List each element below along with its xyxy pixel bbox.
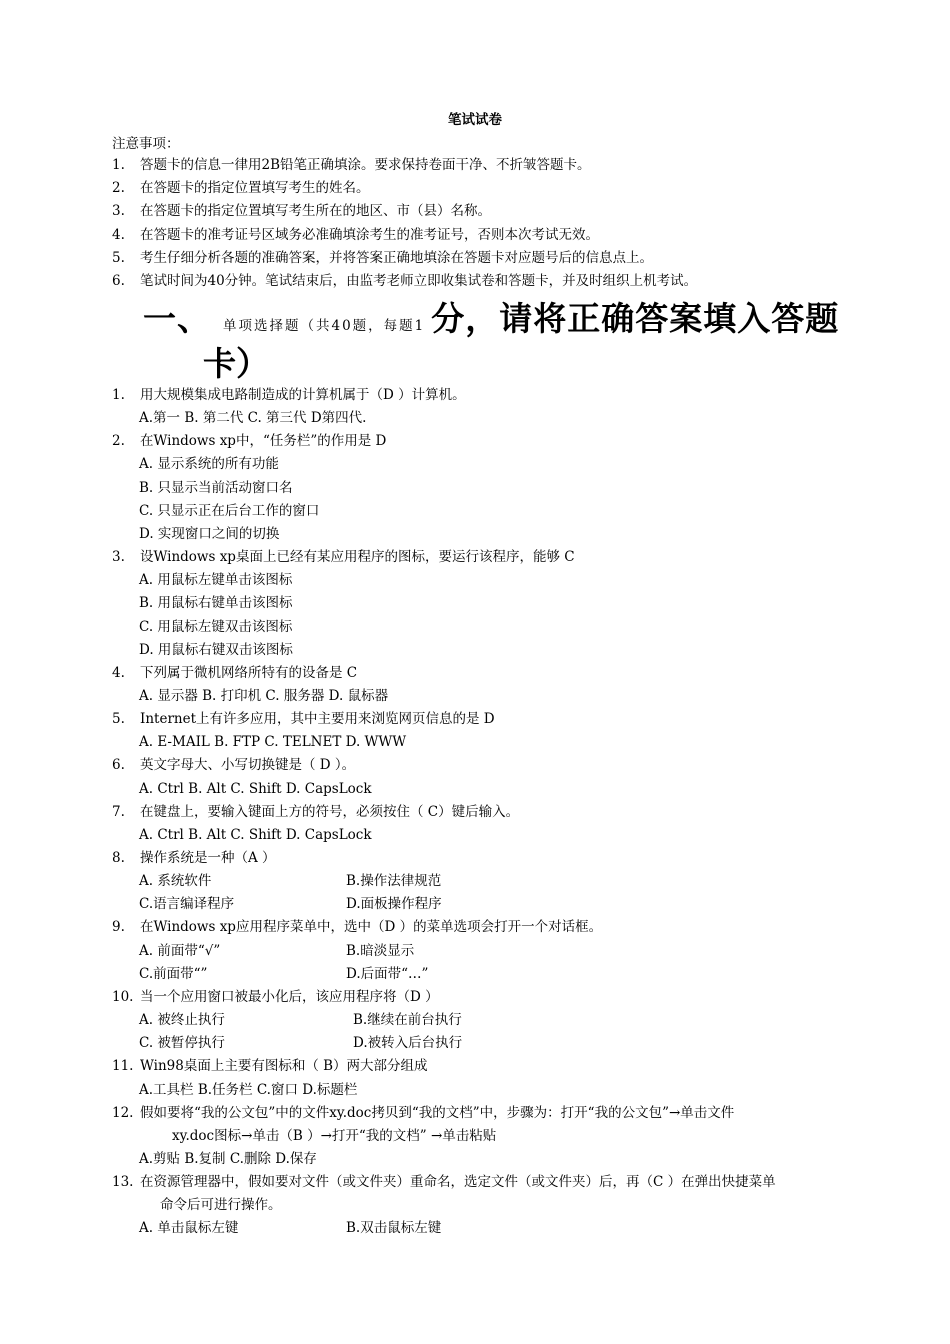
question-text: 在Windows xp应用程序菜单中，选中（D ）的菜单选项会打开一个对话框。 bbox=[140, 919, 603, 936]
question-text: 当一个应用窗口被最小化后，该应用程序将（D ） bbox=[140, 988, 439, 1005]
question-stem bbox=[112, 755, 355, 775]
section-numeral: 一、 bbox=[143, 299, 211, 338]
question-stem bbox=[112, 917, 602, 937]
question-stem bbox=[112, 1103, 734, 1123]
answer-option: A. 显示系统的所有功能 bbox=[139, 456, 279, 473]
question-number: 1. bbox=[112, 387, 125, 403]
question-stem bbox=[112, 1172, 776, 1192]
section-heading-continuation: 卡） bbox=[203, 344, 269, 383]
answer-option: A. 用鼠标左键单击该图标 bbox=[139, 572, 293, 589]
notice-item-number: 1. bbox=[112, 157, 125, 173]
answer-option: A. E-MAIL B. FTP C. TELNET D. WWW bbox=[139, 734, 407, 751]
question-number: 5. bbox=[112, 711, 125, 728]
notice-item bbox=[112, 178, 370, 198]
notice-item bbox=[112, 201, 491, 221]
question-text: 操作系统是一种（A ） bbox=[140, 850, 276, 866]
question-number: 8. bbox=[112, 850, 125, 866]
answer-option: C.语言编译程序 bbox=[139, 896, 235, 913]
answer-option: A. 被终止执行 bbox=[139, 1012, 225, 1029]
answer-option: A. 单击鼠标左键 bbox=[139, 1220, 239, 1237]
question-number: 13. bbox=[112, 1174, 134, 1191]
notice-item-text: 答题卡的信息一律用2B铅笔正确填涂。要求保持卷面干净、不折皱答题卡。 bbox=[140, 157, 591, 173]
answer-option: A.工具栏 B.任务栏 C.窗口 D.标题栏 bbox=[139, 1081, 358, 1098]
answer-option: A. 系统软件 bbox=[139, 873, 212, 890]
answer-option: B.双击鼠标左键 bbox=[346, 1220, 442, 1237]
notice-item-number: 5. bbox=[112, 249, 125, 266]
question-number: 3. bbox=[112, 549, 125, 566]
question-text: Internet上有许多应用，其中主要用来浏览网页信息的是 D bbox=[140, 711, 495, 728]
question-number: 7. bbox=[112, 803, 125, 820]
answer-option: C.前面带“” bbox=[139, 965, 208, 982]
answer-option: A.第一 B. 第二代 C. 第三代 D第四代. bbox=[139, 410, 367, 427]
notice-item-text: 在答题卡的准考证号区域务必准确填涂考生的准考证号，否则本次考试无效。 bbox=[140, 226, 599, 243]
answer-option: B. 用鼠标右键单击该图标 bbox=[139, 595, 293, 612]
question-stem bbox=[112, 385, 466, 405]
question-number: 10. bbox=[112, 988, 134, 1005]
question-text: 下列属于微机网络所特有的设备是 C bbox=[140, 664, 358, 681]
question-text-continuation: xy.doc图标→单击（B ）→打开“我的文档” →单击粘贴 bbox=[172, 1127, 497, 1144]
question-stem bbox=[112, 802, 519, 822]
question-number: 4. bbox=[112, 664, 125, 681]
answer-option: C. 被暂停执行 bbox=[139, 1035, 225, 1052]
question-text: 设Windows xp桌面上已经有某应用程序的图标，要运行该程序，能够 C bbox=[140, 549, 575, 566]
answer-option: C. 只显示正在后台工作的窗口 bbox=[139, 502, 320, 519]
answer-option: B.暗淡显示 bbox=[346, 942, 415, 959]
question-text: 英文字母大、小写切换键是（ D ）。 bbox=[140, 757, 356, 774]
answer-option: C. 用鼠标左键双击该图标 bbox=[139, 618, 293, 635]
notice-item-text: 考生仔细分析各题的准确答案，并将答案正确地填涂在答题卡对应题号后的信息点上。 bbox=[140, 249, 653, 266]
question-text: 假如要将“我的公文包”中的文件xy.doc拷贝到“我的文档”中，步骤为：打开“我的公文包”→单击文件 bbox=[140, 1104, 735, 1121]
answer-option: A. Ctrl B. Alt C. Shift D. CapsLock bbox=[139, 780, 372, 797]
question-number: 6. bbox=[112, 757, 125, 774]
question-text: 在键盘上，要输入键面上方的符号，必须按住（ C）键后输入。 bbox=[140, 803, 520, 820]
answer-option: B.操作法律规范 bbox=[346, 873, 442, 890]
answer-option: A.剪贴 B.复制 C.删除 D.保存 bbox=[139, 1150, 317, 1167]
notice-heading: 注意事项： bbox=[112, 136, 180, 152]
notice-item bbox=[112, 271, 697, 291]
section-heading bbox=[143, 293, 839, 340]
answer-option: D. 用鼠标右键双击该图标 bbox=[139, 641, 293, 658]
notice-item bbox=[112, 155, 591, 175]
notice-item bbox=[112, 248, 653, 268]
question-stem bbox=[112, 663, 357, 683]
answer-option: D. 实现窗口之间的切换 bbox=[139, 525, 280, 542]
question-stem bbox=[112, 848, 276, 868]
question-text: 在Windows xp中，“任务栏”的作用是 D bbox=[140, 433, 387, 450]
notice-item bbox=[112, 225, 599, 245]
question-text: 用大规模集成电路制造成的计算机属于（D ）计算机。 bbox=[140, 387, 466, 403]
question-text-continuation: 命令后可进行操作。 bbox=[160, 1197, 282, 1214]
question-number: 12. bbox=[112, 1104, 134, 1121]
notice-item-number: 3. bbox=[112, 203, 125, 220]
question-number: 2. bbox=[112, 433, 125, 450]
answer-option: B.继续在前台执行 bbox=[353, 1012, 462, 1029]
answer-option: D.面板操作程序 bbox=[346, 896, 442, 913]
section-big-text: 分，请将正确答案填入答题 bbox=[431, 299, 840, 338]
question-text: Win98桌面上主要有图标和（ B）两大部分组成 bbox=[140, 1058, 428, 1075]
section-small-text: 单项选择题（共40题，每题1 bbox=[223, 318, 426, 334]
question-stem bbox=[112, 547, 575, 567]
answer-option: A. 前面带“√” bbox=[139, 942, 221, 959]
notice-item-text: 在答题卡的指定位置填写考生所在的地区、市（县）名称。 bbox=[140, 203, 491, 220]
notice-item-text: 笔试时间为40分钟。笔试结束后，由监考老师立即收集试卷和答题卡，并及时组织上机考试。 bbox=[140, 273, 698, 289]
question-number: 9. bbox=[112, 919, 125, 936]
notice-item-number: 6. bbox=[112, 273, 125, 289]
question-stem bbox=[112, 1056, 428, 1076]
notice-item-text: 在答题卡的指定位置填写考生的姓名。 bbox=[140, 180, 370, 197]
question-number: 11. bbox=[112, 1058, 134, 1075]
question-text: 在资源管理器中，假如要对文件（或文件夹）重命名，选定文件（或文件夹）后，再（C ）在弹出快捷菜单 bbox=[140, 1174, 776, 1191]
page-title: 笔试试卷 bbox=[448, 112, 502, 128]
question-stem bbox=[112, 709, 495, 729]
answer-option: D.被转入后台执行 bbox=[353, 1035, 463, 1052]
question-stem bbox=[112, 431, 386, 451]
answer-option: D.后面带“…” bbox=[346, 965, 429, 982]
notice-item-number: 2. bbox=[112, 180, 125, 197]
notice-item-number: 4. bbox=[112, 226, 125, 243]
answer-option: A. Ctrl B. Alt C. Shift D. CapsLock bbox=[139, 826, 372, 843]
question-stem bbox=[112, 987, 439, 1007]
answer-option: A. 显示器 B. 打印机 C. 服务器 D. 鼠标器 bbox=[139, 687, 389, 704]
answer-option: B. 只显示当前活动窗口名 bbox=[139, 479, 293, 496]
